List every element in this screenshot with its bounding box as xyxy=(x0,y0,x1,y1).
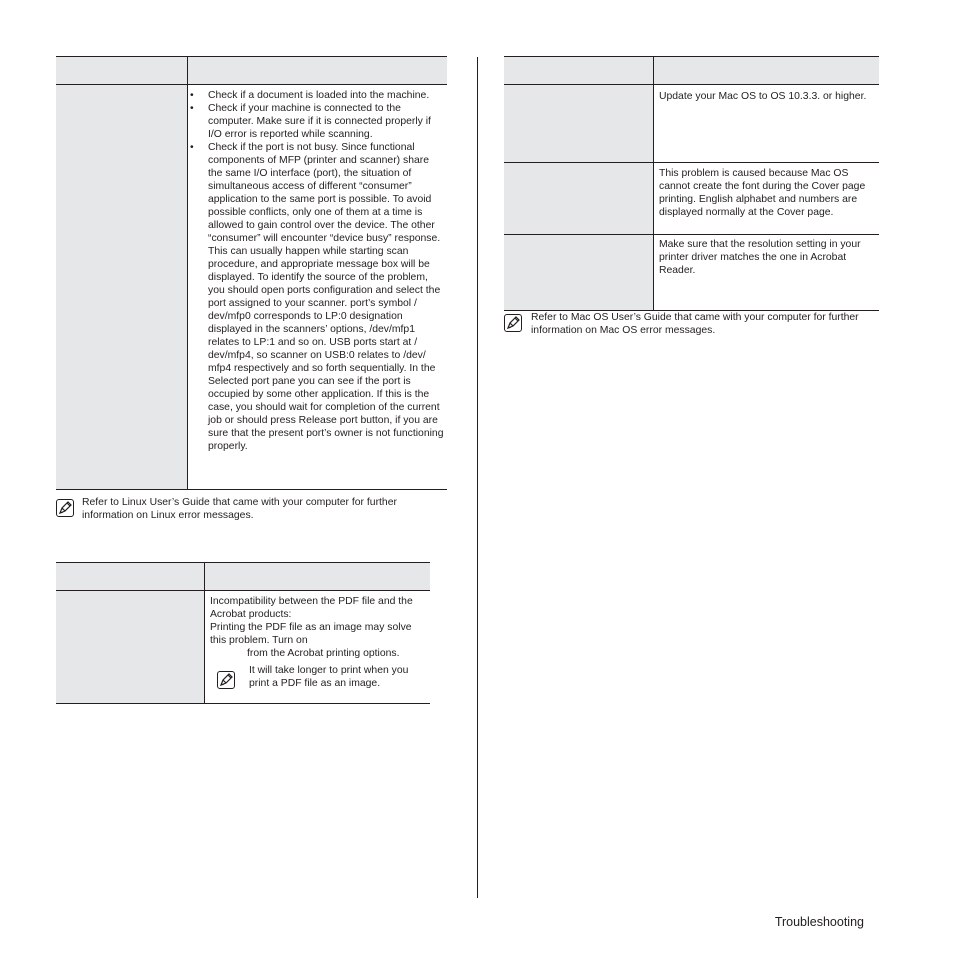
table-header xyxy=(56,57,447,85)
table-header xyxy=(504,57,879,85)
list-item: • Check if your machine is connected to the computer. Make sure if it is connected properly if I/O error is reported while scanning. xyxy=(189,102,446,141)
list-item: • Check if the port is not busy. Since functional components of MFP (printer and scanner) share the same I/O interface (port), the situation of simultaneous access of different “consumer” application to the same port is possible. To avoid possible conflicts, only one of them at a time is allowed to gain control over the device. The other “consumer” will encounter “device busy” response. This can usually happen while starting scan procedure, and appropriate message box will be displayed. To identify the source of the problem, you should open ports configuration and select the port assigned to your scanner. port’s symbol / dev/mfp0 corresponds to LP:0 designation displayed in the scanners’ options, /dev/mfp1 relates to LP:1 and so on. USB ports start at / dev/mfp4, so scanner on USB:0 relates to /dev/ mfp4 respectively and so forth sequentially. In the Selected port pane you can see if the port is occupied by some other application. If this is the case, you should wait for completion of the current job or should press Release port button, if you are sure that the present port’s owner is not functioning properly. xyxy=(189,141,446,453)
mac-solution-3: Make sure that the resolution setting in your printer driver matches the one in Acrobat Reader. xyxy=(659,239,861,276)
linux-note-text: Refer to Linux User’s Guide that came with your computer for further information on Linux error messages. xyxy=(82,497,397,521)
note-icon xyxy=(56,499,74,517)
table-header xyxy=(56,563,430,591)
mac-note-text: Refer to Mac OS User’s Guide that came with your computer for further information on Mac OS error messages. xyxy=(531,312,859,336)
pdf-note-text: It will take longer to print when you print a PDF file as an image. xyxy=(249,665,409,689)
condition-cell xyxy=(504,85,653,310)
linux-problems-table xyxy=(56,56,447,490)
list-item: • Check if a document is loaded into the machine. xyxy=(189,89,446,102)
row-separator xyxy=(504,162,879,163)
pdf-cause-text: Incompatibility between the PDF file and the Acrobat products: xyxy=(210,596,413,620)
solution-cell xyxy=(189,89,446,453)
mac-problems-table xyxy=(504,56,879,311)
column-separator xyxy=(653,57,654,310)
column-separator xyxy=(187,57,188,489)
condition-cell xyxy=(56,591,204,703)
solution-cell xyxy=(210,595,428,660)
column-separator xyxy=(204,563,205,703)
page-footer: Troubleshooting xyxy=(774,915,864,929)
solution-list xyxy=(189,89,446,453)
mac-solution-1: Update your Mac OS to OS 10.3.3. or higher. xyxy=(659,91,867,102)
pdf-solution-text: Printing the PDF file as an image may solve this problem. Turn on xyxy=(210,622,412,646)
pdf-problems-table xyxy=(56,562,430,704)
note-icon xyxy=(504,314,522,332)
condition-cell xyxy=(56,85,187,489)
column-divider xyxy=(477,57,478,898)
note-icon xyxy=(217,671,235,689)
mac-solution-2: This problem is caused because Mac OS cannot create the font during the Cover page printing. English alphabet and numbers are displayed normally at the Cover page. xyxy=(659,168,866,218)
pdf-solution-text-cont: from the Acrobat printing options. xyxy=(247,648,400,659)
row-separator xyxy=(504,234,879,235)
